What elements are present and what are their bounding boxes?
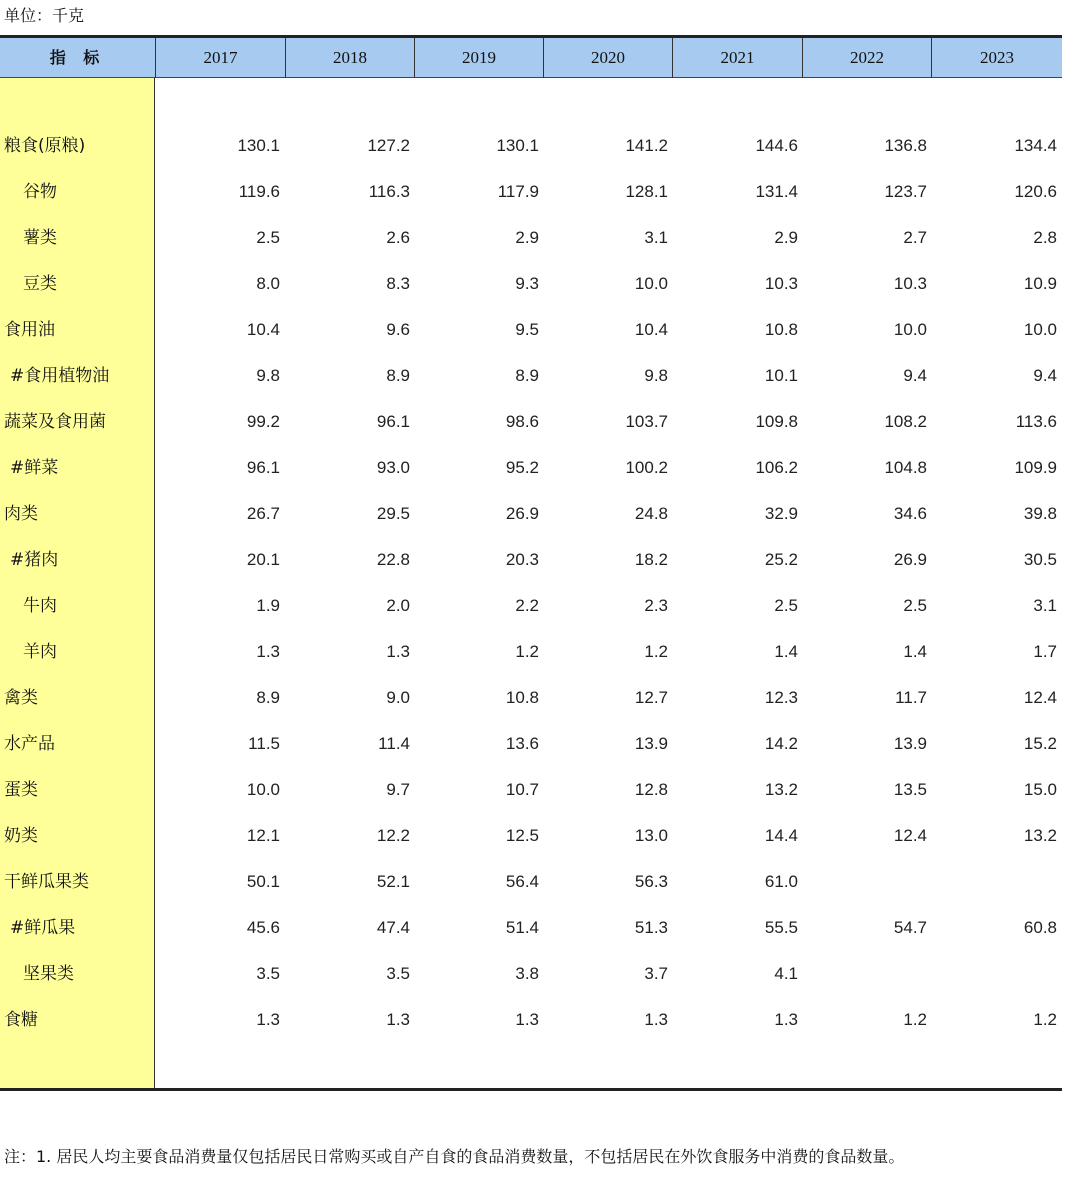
row-label: 薯类 (23, 228, 57, 248)
table-row (0, 767, 1062, 813)
cell-2018: 12.2 (376, 826, 410, 845)
cell-2019: 20.3 (505, 550, 539, 569)
cell-2021: 10.8 (764, 320, 798, 339)
row-label: 食用油 (4, 320, 55, 340)
table-row (0, 215, 1062, 261)
table-row (0, 353, 1062, 399)
cell-2019: 26.9 (505, 504, 539, 523)
cell-2022: 13.5 (893, 780, 927, 799)
cell-2023: 60.8 (1023, 918, 1057, 937)
cell-2017: 1.3 (256, 1010, 280, 1029)
table-row (0, 399, 1062, 445)
cell-2022: 2.5 (903, 596, 927, 615)
cell-2019: 130.1 (496, 136, 539, 155)
row-label: #鲜瓜果 (10, 918, 76, 938)
cell-2023 (957, 859, 1057, 905)
table-row (0, 813, 1062, 859)
row-label: 奶类 (4, 826, 38, 846)
cell-2017: 1.3 (256, 642, 280, 661)
cell-2018: 9.0 (386, 688, 410, 707)
cell-2017: 9.8 (256, 366, 280, 385)
cell-2021: 13.2 (764, 780, 798, 799)
cell-2020: 12.7 (634, 688, 668, 707)
cell-2017: 119.6 (238, 182, 280, 201)
table-row (0, 721, 1062, 767)
cell-2020: 10.0 (634, 274, 668, 293)
cell-2018: 127.2 (367, 136, 410, 155)
row-label: 干鲜瓜果类 (4, 872, 89, 892)
cell-2017: 10.0 (246, 780, 280, 799)
cell-2023: 1.2 (1033, 1010, 1057, 1029)
row-label: 食糖 (4, 1010, 38, 1030)
cell-2022: 104.8 (884, 458, 927, 477)
cell-2022: 34.6 (893, 504, 927, 523)
cell-2018: 52.1 (376, 872, 410, 891)
row-label: 禽类 (4, 688, 38, 708)
cell-2019: 117.9 (497, 182, 539, 201)
cell-2022: 2.7 (903, 228, 927, 247)
cell-2018: 11.4 (378, 734, 410, 753)
cell-2020: 3.1 (644, 228, 668, 247)
cell-2022: 9.4 (903, 366, 927, 385)
row-label: #食用植物油 (10, 366, 110, 386)
cell-2021: 2.5 (774, 596, 798, 615)
cell-2018: 22.8 (376, 550, 410, 569)
cell-2022: 1.4 (903, 642, 927, 661)
cell-2018: 3.5 (386, 964, 410, 983)
cell-2017: 12.1 (246, 826, 280, 845)
cell-2017: 11.5 (248, 734, 280, 753)
cell-2023: 15.0 (1023, 780, 1057, 799)
cell-2017: 3.5 (256, 964, 280, 983)
table-row (0, 997, 1062, 1043)
cell-2019: 13.6 (505, 734, 539, 753)
cell-2021: 12.3 (764, 688, 798, 707)
table-row (0, 261, 1062, 307)
row-label: 蛋类 (4, 780, 38, 800)
header-indicator: 指 标 (49, 48, 106, 67)
cell-2023: 2.8 (1033, 228, 1057, 247)
cell-2018: 1.3 (386, 1010, 410, 1029)
table-row (0, 583, 1062, 629)
table-row (0, 307, 1062, 353)
cell-2017: 50.1 (246, 872, 280, 891)
cell-2017: 45.6 (246, 918, 280, 937)
cell-2023: 9.4 (1033, 366, 1057, 385)
cell-2017: 20.1 (246, 550, 280, 569)
cell-2022: 123.7 (884, 182, 927, 201)
table-row (0, 905, 1062, 951)
cell-2020: 1.2 (644, 642, 668, 661)
cell-2019: 3.8 (515, 964, 539, 983)
cell-2021: 14.4 (764, 826, 798, 845)
cell-2020: 103.7 (625, 412, 668, 431)
unit-label: 单位：千克 (4, 6, 85, 25)
cell-2023: 120.6 (1014, 182, 1057, 201)
cell-2023: 13.2 (1023, 826, 1057, 845)
cell-2022: 54.7 (893, 918, 927, 937)
cell-2017: 8.9 (256, 688, 280, 707)
row-label: 豆类 (23, 274, 57, 294)
row-label: 羊肉 (23, 642, 57, 662)
cell-2018: 8.3 (386, 274, 410, 293)
cell-2019: 10.7 (505, 780, 539, 799)
cell-2020: 56.3 (634, 872, 668, 891)
cell-2019: 56.4 (505, 872, 539, 891)
cell-2023: 3.1 (1033, 596, 1057, 615)
cell-2022: 10.3 (893, 274, 927, 293)
cell-2021: 106.2 (755, 458, 798, 477)
cell-2022: 13.9 (893, 734, 927, 753)
header-year-2021: 2021 (672, 38, 802, 78)
cell-2018: 2.6 (386, 228, 410, 247)
cell-2018: 9.7 (386, 780, 410, 799)
row-label: 蔬菜及食用菌 (4, 412, 106, 432)
cell-2023: 134.4 (1014, 136, 1057, 155)
cell-2019: 98.6 (505, 412, 539, 431)
table-header (0, 35, 1062, 78)
cell-2020: 18.2 (634, 550, 668, 569)
cell-2021: 14.2 (764, 734, 798, 753)
cell-2017: 96.1 (246, 458, 280, 477)
cell-2021: 25.2 (764, 550, 798, 569)
cell-2022: 11.7 (895, 688, 927, 707)
cell-2019: 9.5 (515, 320, 539, 339)
row-label: 坚果类 (23, 964, 74, 984)
cell-2023: 10.0 (1023, 320, 1057, 339)
cell-2018: 9.6 (386, 320, 410, 339)
table-row (0, 675, 1062, 721)
cell-2019: 2.9 (515, 228, 539, 247)
cell-2019: 8.9 (515, 366, 539, 385)
header-year-2023: 2023 (931, 38, 1062, 78)
cell-2020: 128.1 (625, 182, 668, 201)
cell-2018: 2.0 (386, 596, 410, 615)
cell-2021: 55.5 (764, 918, 798, 937)
cell-2023: 15.2 (1023, 734, 1057, 753)
cell-2020: 12.8 (634, 780, 668, 799)
cell-2018: 29.5 (376, 504, 410, 523)
row-label: 谷物 (23, 182, 57, 202)
cell-2019: 95.2 (505, 458, 539, 477)
cell-2023 (957, 951, 1057, 997)
cell-2019: 12.5 (505, 826, 539, 845)
header-year-2020: 2020 (543, 38, 672, 78)
cell-2018: 116.3 (368, 182, 410, 201)
cell-2018: 1.3 (386, 642, 410, 661)
cell-2021: 1.4 (774, 642, 798, 661)
cell-2019: 2.2 (515, 596, 539, 615)
cell-2023: 39.8 (1023, 504, 1057, 523)
cell-2021: 10.3 (764, 274, 798, 293)
cell-2023: 10.9 (1023, 274, 1057, 293)
table-row (0, 629, 1062, 675)
cell-2023: 12.4 (1023, 688, 1057, 707)
cell-2020: 9.8 (644, 366, 668, 385)
cell-2022 (827, 951, 927, 997)
table-row (0, 491, 1062, 537)
food-consumption-table (0, 35, 1062, 1090)
cell-2020: 13.9 (634, 734, 668, 753)
cell-2020: 100.2 (625, 458, 668, 477)
cell-2019: 1.3 (515, 1010, 539, 1029)
cell-2022 (827, 859, 927, 905)
row-label: 粮食(原粮) (4, 136, 86, 156)
cell-2017: 1.9 (256, 596, 280, 615)
cell-2021: 1.3 (774, 1010, 798, 1029)
header-year-2017: 2017 (155, 38, 285, 78)
cell-2021: 10.1 (764, 366, 798, 385)
cell-2020: 10.4 (634, 320, 668, 339)
cell-2019: 10.8 (505, 688, 539, 707)
cell-2022: 26.9 (893, 550, 927, 569)
cell-2021: 4.1 (774, 964, 798, 983)
cell-2017: 2.5 (256, 228, 280, 247)
cell-2017: 99.2 (246, 412, 280, 431)
row-label: #鲜菜 (10, 458, 59, 478)
cell-2021: 32.9 (764, 504, 798, 523)
row-label: 牛肉 (23, 596, 57, 616)
cell-2022: 136.8 (884, 136, 927, 155)
cell-2020: 51.3 (634, 918, 668, 937)
cell-2021: 61.0 (764, 872, 798, 891)
cell-2019: 9.3 (515, 274, 539, 293)
cell-2021: 144.6 (755, 136, 798, 155)
cell-2019: 51.4 (505, 918, 539, 937)
cell-2017: 26.7 (246, 504, 280, 523)
table-row (0, 123, 1062, 169)
table-row (0, 169, 1062, 215)
cell-2022: 12.4 (893, 826, 927, 845)
footnote: 注：1. 居民人均主要食品消费量仅包括居民日常购买或自产自食的食品消费数量，不包括居民在外饮食服务中消费的食品数量。 (4, 1147, 905, 1166)
table-row (0, 951, 1062, 997)
cell-2020: 141.2 (625, 136, 668, 155)
cell-2018: 47.4 (376, 918, 410, 937)
table-row (0, 859, 1062, 905)
cell-2017: 10.4 (246, 320, 280, 339)
cell-2023: 30.5 (1023, 550, 1057, 569)
cell-2020: 3.7 (644, 964, 668, 983)
cell-2021: 2.9 (774, 228, 798, 247)
table-row (0, 445, 1062, 491)
row-label: #猪肉 (10, 550, 59, 570)
cell-2017: 130.1 (237, 136, 280, 155)
cell-2017: 8.0 (256, 274, 280, 293)
cell-2018: 93.0 (376, 458, 410, 477)
cell-2020: 24.8 (634, 504, 668, 523)
cell-2020: 13.0 (634, 826, 668, 845)
table-row (0, 537, 1062, 583)
cell-2018: 8.9 (386, 366, 410, 385)
cell-2022: 1.2 (903, 1010, 927, 1029)
cell-2020: 2.3 (644, 596, 668, 615)
cell-2022: 108.2 (884, 412, 927, 431)
cell-2022: 10.0 (893, 320, 927, 339)
cell-2018: 96.1 (376, 412, 410, 431)
header-year-2018: 2018 (285, 38, 414, 78)
cell-2023: 109.9 (1014, 458, 1057, 477)
header-year-2019: 2019 (414, 38, 543, 78)
cell-2021: 109.8 (755, 412, 798, 431)
table-bottom-rule (0, 1088, 1062, 1091)
cell-2021: 131.4 (755, 182, 798, 201)
header-year-2022: 2022 (802, 38, 931, 78)
cell-2019: 1.2 (515, 642, 539, 661)
cell-2023: 1.7 (1033, 642, 1057, 661)
cell-2023: 113.6 (1015, 412, 1057, 431)
row-label: 肉类 (4, 504, 38, 524)
cell-2020: 1.3 (644, 1010, 668, 1029)
row-label: 水产品 (4, 734, 55, 754)
